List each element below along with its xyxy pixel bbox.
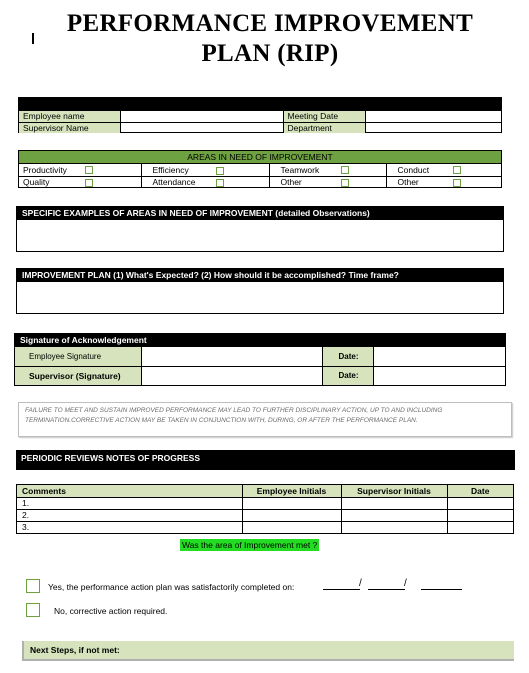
- reviews-row-number[interactable]: 1.: [17, 497, 242, 509]
- areas-section: [18, 150, 502, 188]
- table-row: [17, 509, 513, 521]
- area-other2-checkbox[interactable]: [453, 179, 461, 187]
- page-title-line2: PLAN (RIP): [201, 40, 339, 67]
- yes-option-label: Yes, the performance action plan was satisfactorily completed on:: [48, 582, 295, 592]
- supervisor-date-field[interactable]: [373, 366, 505, 385]
- employee-info-section: [18, 97, 502, 133]
- signature-header: Signature of Acknowledgement: [15, 334, 505, 347]
- date-slash-2: /: [404, 578, 407, 589]
- disclaimer-line2: TERMINATION.CORRECTIVE ACTION MAY BE TAKEN IN CONJUNCTION WITH, DURING, OR AFTER THE PERFORMANCE PLAN.: [25, 417, 418, 424]
- employee-date-field[interactable]: [373, 347, 505, 366]
- area-productivity-checkbox[interactable]: [85, 166, 93, 174]
- department-label: Department: [283, 122, 365, 133]
- employee-name-field[interactable]: [120, 111, 283, 122]
- date-blank-day[interactable]: [368, 589, 405, 590]
- date-blank-month[interactable]: [323, 589, 360, 590]
- meeting-date-field[interactable]: [365, 111, 501, 122]
- reviews-cell[interactable]: [242, 509, 341, 521]
- next-steps-field[interactable]: [22, 641, 514, 661]
- reviews-row-number[interactable]: 3.: [17, 521, 242, 533]
- improvement-met-question: Was the area of Improvement met ?: [182, 540, 318, 550]
- table-row: [17, 521, 513, 533]
- reviews-cell[interactable]: [447, 497, 513, 509]
- specific-examples-field[interactable]: [17, 220, 503, 251]
- no-option-label: No, corrective action required.: [54, 606, 168, 616]
- area-other-checkbox[interactable]: [341, 179, 349, 187]
- page-title-line1: PERFORMANCE IMPROVEMENT: [66, 10, 474, 37]
- area-efficiency-label: Efficiency: [152, 164, 189, 175]
- reviews-cell[interactable]: [341, 509, 447, 521]
- reviews-col-employee-initials: Employee Initials: [242, 485, 341, 497]
- periodic-reviews-header: PERIODIC REVIEWS NOTES OF PROGRESS: [16, 450, 515, 470]
- employee-info-header: [19, 98, 501, 111]
- area-quality-checkbox[interactable]: [85, 179, 93, 187]
- specific-examples-section: [16, 206, 504, 252]
- reviews-col-comments: Comments: [17, 485, 242, 497]
- table-row: [17, 497, 513, 509]
- areas-header: AREAS IN NEED OF IMPROVEMENT: [19, 151, 501, 164]
- signature-section: [14, 333, 506, 386]
- supervisor-date-label: Date:: [322, 366, 373, 385]
- supervisor-signature-field[interactable]: [141, 366, 322, 385]
- improvement-plan-field[interactable]: [17, 282, 503, 313]
- supervisor-signature-label: Supervisor (Signature): [15, 366, 141, 385]
- employee-signature-field[interactable]: [141, 347, 322, 366]
- reviews-col-supervisor-initials: Supervisor Initials: [341, 485, 447, 497]
- reviews-cell[interactable]: [341, 497, 447, 509]
- improvement-plan-header: IMPROVEMENT PLAN (1) What's Expected? (2) How should it be accomplished? Time frame?: [17, 269, 503, 282]
- area-conduct-label: Conduct: [397, 164, 430, 175]
- reviews-col-date: Date: [447, 485, 513, 497]
- employee-name-label: Employee name: [19, 111, 120, 122]
- reviews-cell[interactable]: [242, 497, 341, 509]
- specific-examples-header: SPECIFIC EXAMPLES OF AREAS IN NEED OF IMPROVEMENT (detailed Observations): [17, 207, 503, 220]
- date-blank-year[interactable]: [421, 589, 462, 590]
- reviews-cell[interactable]: [341, 521, 447, 533]
- meeting-date-label: Meeting Date: [283, 111, 365, 122]
- area-conduct-checkbox[interactable]: [453, 166, 461, 174]
- reviews-cell[interactable]: [447, 521, 513, 533]
- area-teamwork-checkbox[interactable]: [341, 166, 349, 174]
- date-slash-1: /: [359, 578, 362, 589]
- reviews-cell[interactable]: [447, 509, 513, 521]
- next-steps-label: Next Steps, if not met:: [30, 645, 120, 655]
- area-teamwork-label: Teamwork: [280, 164, 320, 175]
- area-efficiency-checkbox[interactable]: [216, 167, 224, 175]
- reviews-cell[interactable]: [242, 521, 341, 533]
- supervisor-name-field[interactable]: [120, 122, 283, 133]
- area-attendance-label: Attendance: [152, 176, 196, 187]
- area-other2-label: Other: [397, 176, 419, 187]
- improvement-plan-section: [16, 268, 504, 314]
- employee-signature-label: Employee Signature: [15, 347, 141, 366]
- area-productivity-label: Productivity: [23, 164, 67, 175]
- area-attendance-checkbox[interactable]: [216, 179, 224, 187]
- employee-date-label: Date:: [322, 347, 373, 366]
- area-quality-label: Quality: [23, 176, 50, 187]
- area-other-label: Other: [280, 176, 302, 187]
- department-field[interactable]: [365, 122, 501, 133]
- yes-checkbox[interactable]: [26, 579, 40, 593]
- reviews-table: [16, 484, 514, 534]
- disclaimer-box: [18, 402, 512, 437]
- reviews-row-number[interactable]: 2.: [17, 509, 242, 521]
- supervisor-name-label: Supervisor Name: [19, 122, 120, 133]
- disclaimer-line1: FAILURE TO MEET AND SUSTAIN IMPROVED PERFORMANCE MAY LEAD TO FURTHER DISCIPLINARY ACTION, UP TO AND INCLUDING: [25, 407, 443, 414]
- no-checkbox[interactable]: [26, 603, 40, 617]
